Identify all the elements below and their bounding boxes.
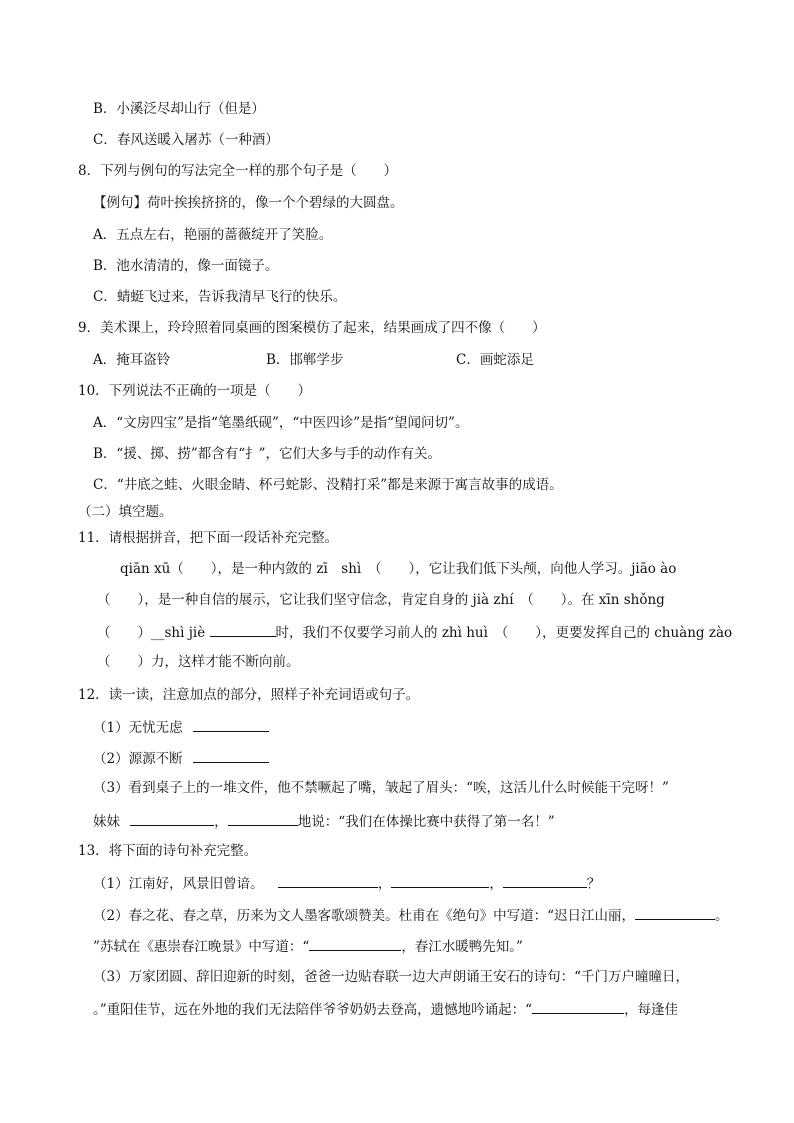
comma: ， (489, 876, 503, 892)
question-9-option-c: C．画蛇添足 (456, 352, 534, 368)
question-13-item-2 (93, 904, 729, 926)
question-12-item-1 (93, 716, 269, 738)
question-12-item-3-answer (93, 810, 555, 832)
blank-line[interactable] (309, 935, 401, 951)
q13-1-text: （1）江南好，风景旧曾谙。 (93, 876, 264, 892)
question-11-line-4: （ ）力，这样才能不断向前。 (97, 654, 300, 670)
q13-3b-text: 。”重阳佳节，远在外地的我们无法陪伴爷爷奶奶去登高，遗憾地吟诵起：“ (93, 1002, 533, 1018)
blank-line[interactable] (635, 904, 715, 920)
question-11: 11．请根据拼音，把下面一段话补充完整。 (78, 530, 339, 546)
blank-line[interactable] (532, 998, 624, 1014)
question-13: 13．将下面的诗句补充完整。 (78, 843, 258, 859)
blank-line[interactable] (193, 747, 269, 763)
question-8: 8．下列与例句的写法完全一样的那个句子是（ ） (78, 163, 398, 179)
question-11-line-3-end: 时，我们不仅要学习前人的 zhì huì （ ），更要发挥自己的 chuàng zào (275, 625, 733, 641)
q7-option-b: B．小溪泛尽却山行（但是） (93, 101, 265, 117)
comma: ， (214, 814, 228, 830)
question-13-item-2-cont (93, 935, 523, 957)
section-fill-in: （二）填空题。 (78, 504, 173, 520)
q13-2b-text: ”苏轼在《惠崇春江晚景》中写道：“ (93, 939, 310, 955)
blank-line[interactable] (130, 810, 214, 826)
q13-2-text: （2）春之花、春之草，历来为文人墨客歌颂赞美。杜甫在《绝句》中写道：“迟日江山丽， (93, 908, 635, 924)
comma: ， (377, 876, 392, 892)
q13-3b-end: ，每逢佳 (624, 1002, 679, 1018)
blank-line[interactable] (278, 872, 378, 888)
question-9: 9．美术课上，玲玲照着同桌画的图案模仿了起来，结果画成了四不像（ ） (78, 320, 546, 336)
blank-line[interactable] (193, 716, 269, 732)
question-12: 12．读一读，注意加点的部分，照样子补充词语或句子。 (78, 687, 420, 703)
question-mark: ？ (586, 876, 601, 892)
blank-line[interactable] (228, 810, 298, 826)
q7-option-c: C．春风送暖入屠苏（一种酒） (93, 132, 279, 148)
question-8-option-b: B．池水清清的，像一面镜子。 (93, 258, 279, 274)
question-10-option-b: B．“援、掷、捞”都含有“扌”，它们大多与手的动作有关。 (93, 446, 442, 462)
question-11-line-2: （ ），是一种自信的展示，它让我们坚守信念，肯定自身的 jià zhí （ ）。在 xīn shǒng (97, 592, 665, 608)
blank-line[interactable] (391, 872, 489, 888)
period: 。 (715, 908, 729, 924)
q12-sister-label: 妹妹 (93, 814, 120, 830)
question-11-line-1: qiān xū（ ），是一种内敛的 zī shì （ ），它让我们低下头颅，向他人学习。jiāo ào (120, 561, 677, 577)
question-12-item-3: （3）看到桌子上的一堆文件，他不禁噘起了嘴，皱起了眉头：“唉，这活儿什么时候能干完呀！” (93, 780, 669, 796)
blank-line[interactable] (503, 872, 587, 888)
question-10: 10．下列说法不正确的一项是（ ） (78, 383, 312, 399)
question-13-item-1 (93, 872, 600, 894)
question-13-item-3: （3）万家团圆、辞旧迎新的时刻，爸爸一边贴春联一边大声朗诵王安石的诗句：“千门万户曈曈日， (93, 969, 689, 985)
q13-2b-end: ，春江水暖鸭先知。” (401, 939, 523, 955)
question-9-option-a: A．掩耳盗铃 (93, 352, 171, 368)
question-8-option-a: A．五点左右，艳丽的蔷薇绽开了笑脸。 (93, 227, 333, 243)
question-13-item-3-cont (93, 998, 678, 1020)
question-10-option-a: A．“文房四宝”是指“笔墨纸砚”，“中医四诊”是指“望闻问切”。 (93, 415, 469, 431)
question-11-line-3-start: （ ）__shì jiè (97, 625, 206, 641)
question-11-line-3 (97, 621, 732, 643)
q12-sentence-end: 地说：“我们在体操比赛中获得了第一名！” (297, 814, 555, 830)
blank-line[interactable] (210, 621, 276, 637)
question-8-example: 【例句】荷叶挨挨挤挤的，像一个个碧绿的大圆盘。 (93, 195, 404, 211)
question-12-item-2-text: （2）源源不断 (93, 751, 183, 767)
question-12-item-2 (93, 747, 269, 769)
question-12-item-1-text: （1）无忧无虑 (93, 720, 183, 736)
question-10-option-c: C．“井底之蛙、火眼金睛、杯弓蛇影、没精打采”都是来源于寓言故事的成语。 (93, 477, 563, 493)
question-8-option-c: C．蜻蜓飞过来，告诉我清早飞行的快乐。 (93, 289, 347, 305)
question-9-option-b: B．邯郸学步 (266, 352, 344, 368)
